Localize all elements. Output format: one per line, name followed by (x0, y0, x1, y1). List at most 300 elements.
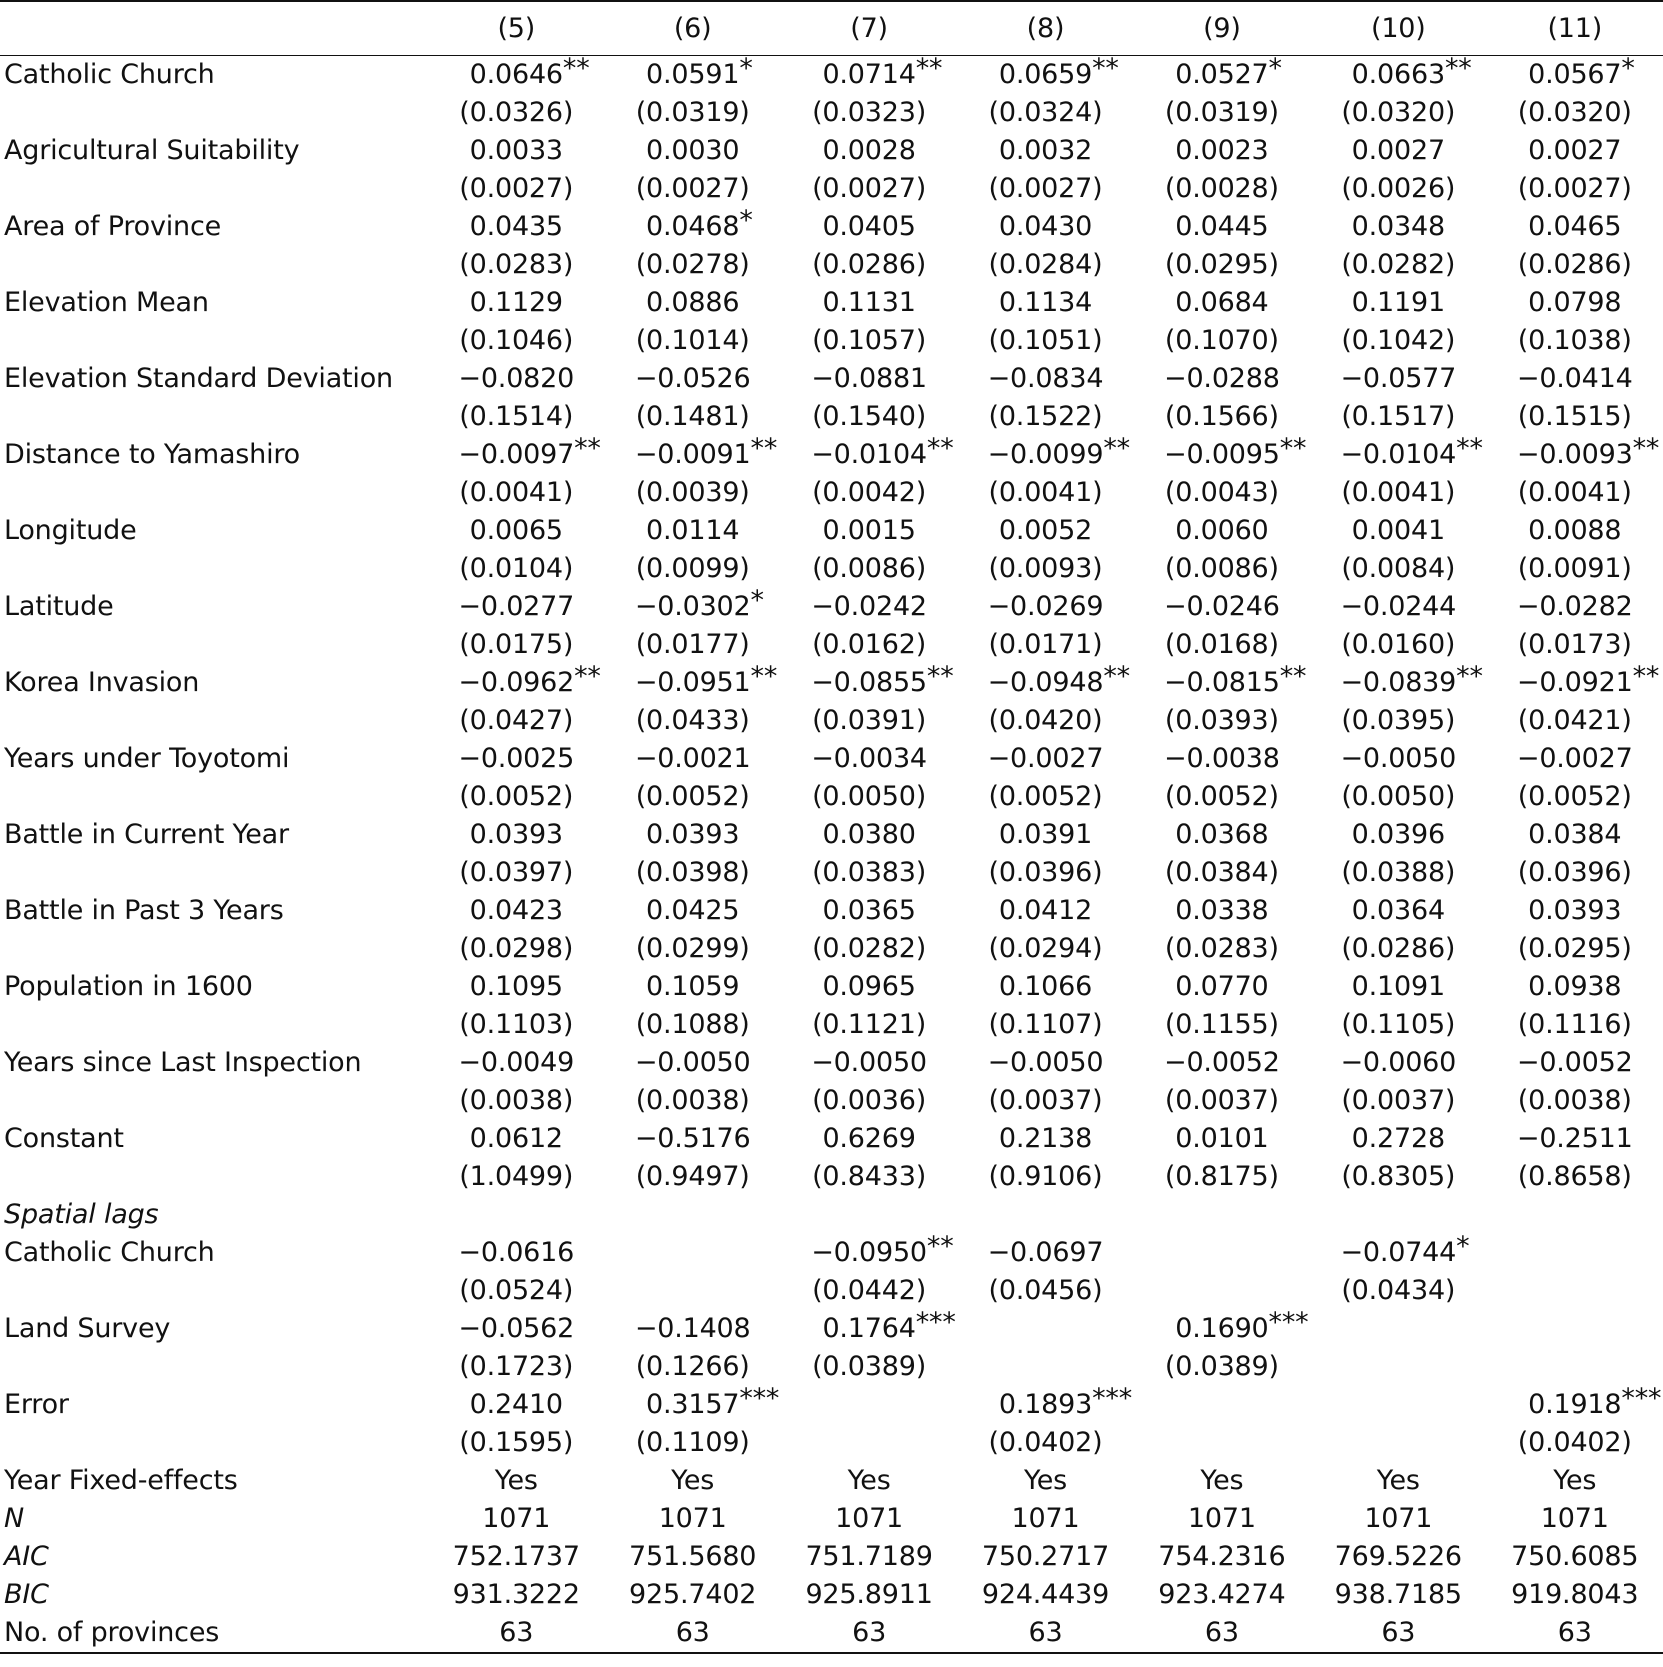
standard-error-label-blank (0, 702, 428, 740)
coefficient-value (1352, 1120, 1445, 1158)
standard-error-cell (1134, 1424, 1310, 1462)
coefficient-number: 0.0015 (822, 515, 916, 546)
coefficient-value (634, 661, 778, 702)
coefficient-value (811, 1044, 927, 1082)
coefficient-number: 0.1059 (646, 971, 740, 1002)
coefficient-number: 0.1095 (469, 971, 563, 1002)
coefficient-value (988, 740, 1104, 778)
coefficient-cell (604, 360, 780, 398)
standard-error-cell: (0.0027) (812, 173, 927, 204)
standard-error-cell: (0.0294) (988, 933, 1103, 964)
coefficient-row (0, 1044, 1663, 1082)
standard-error-row (0, 550, 1663, 588)
significance-stars: ** (1632, 433, 1660, 464)
coefficient-cell (1487, 1234, 1663, 1272)
standard-error-cell: (0.0036) (812, 1085, 927, 1116)
coefficient-number: −0.0277 (458, 591, 575, 622)
significance-stars: * (750, 585, 764, 616)
statistic-row (0, 1462, 1663, 1500)
coefficient-cell (428, 433, 604, 474)
standard-error-row (0, 1424, 1663, 1462)
coefficient-number: 0.0041 (1351, 515, 1445, 546)
standard-error-label-blank (0, 1424, 428, 1462)
statistic-value: 1071 (1364, 1503, 1433, 1534)
standard-error-cell: (0.1514) (459, 401, 574, 432)
coefficient-number: −0.1408 (634, 1313, 751, 1344)
coefficient-cell (1134, 968, 1310, 1006)
coefficient-value (635, 1120, 751, 1158)
standard-error-cell: (0.0084) (1341, 553, 1456, 584)
statistic-value: 1071 (1011, 1503, 1080, 1534)
standard-error-cell: (0.0299) (635, 933, 750, 964)
coefficient-value (1517, 740, 1633, 778)
coefficient-row (0, 1310, 1663, 1348)
coefficient-value (1352, 816, 1445, 854)
coefficient-value (470, 968, 563, 1006)
coefficient-number: 0.1764 (822, 1313, 916, 1344)
standard-error-row (0, 170, 1663, 208)
coefficient-number: 0.0445 (1175, 211, 1269, 242)
coefficient-cell (781, 132, 957, 170)
significance-stars: ** (926, 661, 954, 692)
standard-error-cell: (0.0278) (635, 249, 750, 280)
coefficient-number: 0.1893 (998, 1389, 1093, 1420)
coefficient-cell (1487, 132, 1663, 170)
standard-error-cell: (0.0041) (1517, 477, 1632, 508)
standard-error-cell: (0.0283) (1164, 933, 1279, 964)
coefficient-cell (781, 661, 957, 702)
standard-error-cell: (0.0175) (459, 629, 574, 660)
coefficient-number: 0.0027 (1528, 135, 1622, 166)
coefficient-value (1164, 1044, 1280, 1082)
coefficient-value (1175, 1307, 1309, 1348)
coefficient-cell (781, 1386, 957, 1424)
coefficient-number: −0.5176 (634, 1123, 751, 1154)
coefficient-cell (1487, 1383, 1663, 1424)
coefficient-cell (781, 740, 957, 778)
coefficient-cell (1310, 1386, 1486, 1424)
standard-error-cell: (0.0286) (812, 249, 927, 280)
standard-error-cell: (0.0173) (1517, 629, 1632, 660)
standard-error-cell: (0.0326) (459, 97, 574, 128)
coefficient-number: −0.0282 (1516, 591, 1633, 622)
column-header: (10) (1310, 1, 1486, 56)
standard-error-cell: (0.0383) (812, 857, 927, 888)
coefficient-value (458, 433, 601, 474)
standard-error-cell: (0.8305) (1341, 1161, 1456, 1192)
standard-error-cell: (0.0050) (812, 781, 927, 812)
variable-label: Korea Invasion (4, 667, 200, 698)
standard-error-cell: (0.0177) (635, 629, 750, 660)
coefficient-value (646, 205, 753, 246)
statistic-value: 63 (604, 1614, 780, 1653)
coefficient-value (1175, 968, 1268, 1006)
standard-error-label-blank (0, 94, 428, 132)
coefficient-value (811, 433, 954, 474)
coefficient-cell (1310, 512, 1486, 550)
statistic-value: 1071 (1540, 1503, 1609, 1534)
standard-error-label-blank (0, 246, 428, 284)
coefficient-number: 0.0468 (646, 211, 740, 242)
coefficient-cell (957, 1310, 1133, 1348)
coefficient-number: 0.0430 (998, 211, 1093, 242)
coefficient-value (646, 284, 739, 322)
standard-error-cell: (0.0038) (459, 1085, 574, 1116)
variable-label: Years since Last Inspection (4, 1047, 362, 1078)
standard-error-cell: (0.8175) (1164, 1161, 1279, 1192)
coefficient-number: −0.0050 (1340, 743, 1457, 774)
statistic-label: N (4, 1503, 24, 1534)
standard-error-cell: (0.0319) (635, 97, 750, 128)
coefficient-value (811, 1231, 954, 1272)
coefficient-number: 0.0567 (1528, 59, 1622, 90)
standard-error-cell: (0.0027) (635, 173, 750, 204)
coefficient-cell (1134, 661, 1310, 702)
coefficient-cell (604, 1383, 780, 1424)
coefficient-row (0, 56, 1663, 95)
coefficient-cell (1310, 433, 1486, 474)
standard-error-cell: (0.0041) (988, 477, 1103, 508)
coefficient-value (635, 1310, 751, 1348)
coefficient-number: 0.0425 (646, 895, 740, 926)
coefficient-cell (1134, 284, 1310, 322)
coefficient-number: 0.1191 (1351, 287, 1445, 318)
coefficient-cell (1310, 816, 1486, 854)
coefficient-number: 0.2138 (998, 1123, 1093, 1154)
significance-stars: * (739, 53, 753, 84)
coefficient-row (0, 892, 1663, 930)
coefficient-number: 0.0338 (1175, 895, 1269, 926)
coefficient-value (1528, 512, 1621, 550)
coefficient-number: 0.0365 (822, 895, 916, 926)
coefficient-cell (428, 360, 604, 398)
standard-error-cell: (0.0041) (459, 477, 574, 508)
coefficient-number: −0.0302 (634, 591, 751, 622)
coefficient-value (646, 816, 739, 854)
coefficient-number: −0.2511 (1516, 1123, 1633, 1154)
significance-stars: *** (1621, 1383, 1662, 1414)
statistic-value: 1071 (658, 1503, 727, 1534)
standard-error-cell (1310, 1424, 1486, 1462)
coefficient-value (1528, 53, 1635, 94)
statistic-value: 754.2316 (1158, 1541, 1286, 1572)
coefficient-number: −0.0526 (634, 363, 751, 394)
coefficient-number: −0.0839 (1340, 667, 1457, 698)
coefficient-cell (604, 892, 780, 930)
coefficient-cell (604, 512, 780, 550)
coefficient-number: 0.0393 (646, 819, 740, 850)
coefficient-value (999, 968, 1092, 1006)
coefficient-number: 0.0798 (1528, 287, 1622, 318)
standard-error-cell: (0.0397) (459, 857, 574, 888)
coefficient-value (988, 1044, 1104, 1082)
coefficient-number: 0.0405 (822, 211, 916, 242)
coefficient-number: 0.0527 (1175, 59, 1269, 90)
standard-error-row (0, 930, 1663, 968)
coefficient-cell (957, 588, 1133, 626)
variable-label: Distance to Yamashiro (4, 439, 301, 470)
coefficient-cell (957, 512, 1133, 550)
coefficient-value (1175, 512, 1268, 550)
coefficient-cell (781, 208, 957, 246)
standard-error-cell: (0.0420) (988, 705, 1103, 736)
coefficient-value (635, 360, 751, 398)
coefficient-value (635, 1044, 751, 1082)
standard-error-cell: (0.0086) (812, 553, 927, 584)
empty-cell (957, 1196, 1133, 1234)
coefficient-value (1164, 661, 1307, 702)
standard-error-label-blank (0, 1272, 428, 1310)
coefficient-cell (957, 1234, 1133, 1272)
standard-error-cell: (0.0389) (1164, 1351, 1279, 1382)
coefficient-value (646, 892, 739, 930)
standard-error-cell: (0.0099) (635, 553, 750, 584)
coefficient-value (1340, 740, 1456, 778)
standard-error-cell: (0.1595) (459, 1427, 574, 1458)
variable-label: Population in 1600 (4, 971, 253, 1002)
empty-cell (604, 1196, 780, 1234)
coefficient-number: 0.1066 (998, 971, 1093, 1002)
coefficient-value (1528, 1383, 1662, 1424)
coefficient-cell (957, 360, 1133, 398)
standard-error-cell (604, 1272, 780, 1310)
coefficient-cell (957, 816, 1133, 854)
coefficient-cell (1134, 816, 1310, 854)
coefficient-cell (428, 892, 604, 930)
standard-error-row (0, 702, 1663, 740)
coefficient-row (0, 132, 1663, 170)
coefficient-value (1164, 588, 1280, 626)
standard-error-row (0, 398, 1663, 436)
standard-error-label-blank (0, 854, 428, 892)
coefficient-cell (957, 892, 1133, 930)
variable-label: Land Survey (4, 1313, 171, 1344)
coefficient-value (470, 208, 563, 246)
variable-label: Years under Toyotomi (4, 743, 290, 774)
coefficient-cell (1310, 53, 1486, 95)
coefficient-value (1528, 132, 1621, 170)
coefficient-number: 0.0770 (1175, 971, 1269, 1002)
statistic-value: 1071 (482, 1503, 551, 1534)
coefficient-cell (1310, 740, 1486, 778)
coefficient-number: 0.0435 (469, 211, 563, 242)
coefficient-value (1175, 1120, 1268, 1158)
variable-label: Agricultural Suitability (4, 135, 300, 166)
table-body (0, 53, 1663, 1654)
column-header: (8) (957, 1, 1133, 56)
significance-stars: ** (1103, 433, 1130, 464)
coefficient-cell (957, 968, 1133, 1006)
coefficient-number: 0.0663 (1351, 59, 1445, 90)
coefficient-cell (1134, 208, 1310, 246)
coefficient-cell (1310, 208, 1486, 246)
standard-error-cell: (0.0284) (988, 249, 1103, 280)
coefficient-value (999, 1120, 1092, 1158)
coefficient-cell (1310, 1310, 1486, 1348)
coefficient-cell (1487, 588, 1663, 626)
coefficient-cell (604, 433, 780, 474)
standard-error-row (0, 94, 1663, 132)
coefficient-number: −0.0104 (811, 439, 927, 470)
coefficient-cell (1310, 661, 1486, 702)
coefficient-value (1352, 892, 1445, 930)
standard-error-cell: (0.0389) (812, 1351, 927, 1382)
significance-stars: ** (1103, 661, 1130, 692)
coefficient-cell (1487, 284, 1663, 322)
coefficient-value (1516, 433, 1660, 474)
significance-stars: * (739, 205, 753, 236)
coefficient-value (988, 360, 1104, 398)
coefficient-number: 0.3157 (646, 1389, 740, 1420)
coefficient-value (635, 740, 751, 778)
statistic-value: 63 (781, 1614, 957, 1653)
coefficient-number: 0.0591 (646, 59, 740, 90)
standard-error-cell: (0.1057) (812, 325, 927, 356)
coefficient-value (470, 1120, 563, 1158)
coefficient-cell (1487, 816, 1663, 854)
statistic-value: 931.3222 (452, 1579, 580, 1610)
coefficient-cell (604, 284, 780, 322)
coefficient-cell (1134, 1120, 1310, 1158)
coefficient-row (0, 512, 1663, 550)
coefficient-number: −0.0027 (1516, 743, 1633, 774)
coefficient-value (1340, 360, 1456, 398)
coefficient-value (999, 132, 1092, 170)
standard-error-cell (1487, 1272, 1663, 1310)
statistic-value: 63 (1134, 1614, 1310, 1653)
coefficient-number: 0.0023 (1175, 135, 1269, 166)
coefficient-number: 0.0368 (1175, 819, 1269, 850)
standard-error-cell: (0.0028) (1164, 173, 1279, 204)
variable-label: Area of Province (4, 211, 222, 242)
standard-error-label-blank (0, 398, 428, 436)
standard-error-cell: (0.0456) (988, 1275, 1103, 1306)
coefficient-number: 0.0033 (469, 135, 563, 166)
standard-error-row (0, 1006, 1663, 1044)
standard-error-label-blank (0, 1158, 428, 1196)
standard-error-cell: (0.1116) (1517, 1009, 1632, 1040)
coefficient-cell (781, 284, 957, 322)
coefficient-value (458, 1044, 574, 1082)
coefficient-value (1528, 892, 1621, 930)
significance-stars: ** (1444, 53, 1472, 84)
standard-error-cell: (0.0393) (1164, 705, 1279, 736)
statistic-value: 923.4274 (1158, 1579, 1286, 1610)
statistic-value: 924.4439 (981, 1579, 1110, 1610)
coefficient-value (1175, 284, 1268, 322)
standard-error-label-blank (0, 550, 428, 588)
coefficient-cell (781, 816, 957, 854)
coefficient-row (0, 360, 1663, 398)
variable-label: Error (4, 1389, 69, 1420)
coefficient-cell (428, 53, 604, 95)
statistic-value: 925.8911 (805, 1579, 933, 1610)
coefficient-cell (604, 968, 780, 1006)
significance-stars: ** (1279, 661, 1307, 692)
coefficient-number: −0.0744 (1340, 1237, 1457, 1268)
coefficient-value (1517, 360, 1633, 398)
coefficient-value (458, 661, 601, 702)
statistic-value: 750.2717 (981, 1541, 1110, 1572)
coefficient-value (458, 588, 574, 626)
coefficient-cell (781, 53, 957, 95)
standard-error-cell: (0.0052) (988, 781, 1103, 812)
coefficient-value (470, 512, 563, 550)
coefficient-number: 0.0364 (1351, 895, 1445, 926)
standard-error-row (0, 322, 1663, 360)
header-blank-cell (0, 1, 428, 56)
standard-error-row (0, 626, 1663, 664)
coefficient-number: 0.2728 (1351, 1123, 1445, 1154)
coefficient-number: 0.0938 (1528, 971, 1622, 1002)
coefficient-number: 0.0030 (646, 135, 740, 166)
coefficient-number: 0.1690 (1175, 1313, 1269, 1344)
standard-error-label-blank (0, 778, 428, 816)
coefficient-cell (1487, 53, 1663, 95)
coefficient-value (822, 132, 915, 170)
significance-stars: *** (1268, 1307, 1309, 1338)
statistic-value: Yes (1553, 1465, 1597, 1496)
coefficient-cell (957, 1044, 1133, 1082)
significance-stars: ** (1632, 661, 1660, 692)
coefficient-cell (604, 661, 780, 702)
standard-error-cell: (0.1038) (1517, 325, 1632, 356)
coefficient-row (0, 740, 1663, 778)
coefficient-cell (428, 284, 604, 322)
coefficient-number: −0.0246 (1164, 591, 1280, 622)
coefficient-value (1352, 968, 1445, 1006)
significance-stars: *** (1092, 1383, 1133, 1414)
coefficient-value (822, 1307, 956, 1348)
variable-label: Elevation Standard Deviation (4, 363, 393, 394)
coefficient-cell (1134, 512, 1310, 550)
standard-error-cell: (0.0295) (1164, 249, 1279, 280)
coefficient-cell (428, 661, 604, 702)
coefficient-cell (428, 1386, 604, 1424)
standard-error-cell: (0.0027) (1517, 173, 1632, 204)
standard-error-cell: (0.0524) (459, 1275, 574, 1306)
variable-label: Elevation Mean (4, 287, 209, 318)
coefficient-value (822, 816, 915, 854)
standard-error-cell: (0.9106) (988, 1161, 1103, 1192)
coefficient-value (470, 816, 563, 854)
coefficient-cell (1487, 1120, 1663, 1158)
coefficient-value (822, 208, 915, 246)
significance-stars: * (1621, 53, 1635, 84)
coefficient-value (999, 512, 1092, 550)
coefficient-value (646, 1383, 780, 1424)
significance-stars: ** (926, 1231, 954, 1262)
coefficient-cell (957, 433, 1133, 474)
standard-error-cell: (0.0162) (812, 629, 927, 660)
coefficient-number: −0.0697 (987, 1237, 1104, 1268)
coefficient-value (811, 360, 927, 398)
standard-error-cell: (0.0283) (459, 249, 574, 280)
coefficient-value (1175, 53, 1282, 94)
coefficient-cell (1134, 740, 1310, 778)
standard-error-cell: (0.0037) (1164, 1085, 1279, 1116)
coefficient-cell (781, 512, 957, 550)
statistic-value: 938.7185 (1334, 1579, 1462, 1610)
standard-error-cell: (0.0323) (812, 97, 927, 128)
coefficient-value (822, 284, 915, 322)
statistic-row (0, 1500, 1663, 1538)
standard-error-cell: (0.0037) (988, 1085, 1103, 1116)
coefficient-cell (1134, 1307, 1310, 1348)
coefficient-cell (1487, 740, 1663, 778)
coefficient-cell (428, 512, 604, 550)
significance-stars: ** (750, 661, 778, 692)
